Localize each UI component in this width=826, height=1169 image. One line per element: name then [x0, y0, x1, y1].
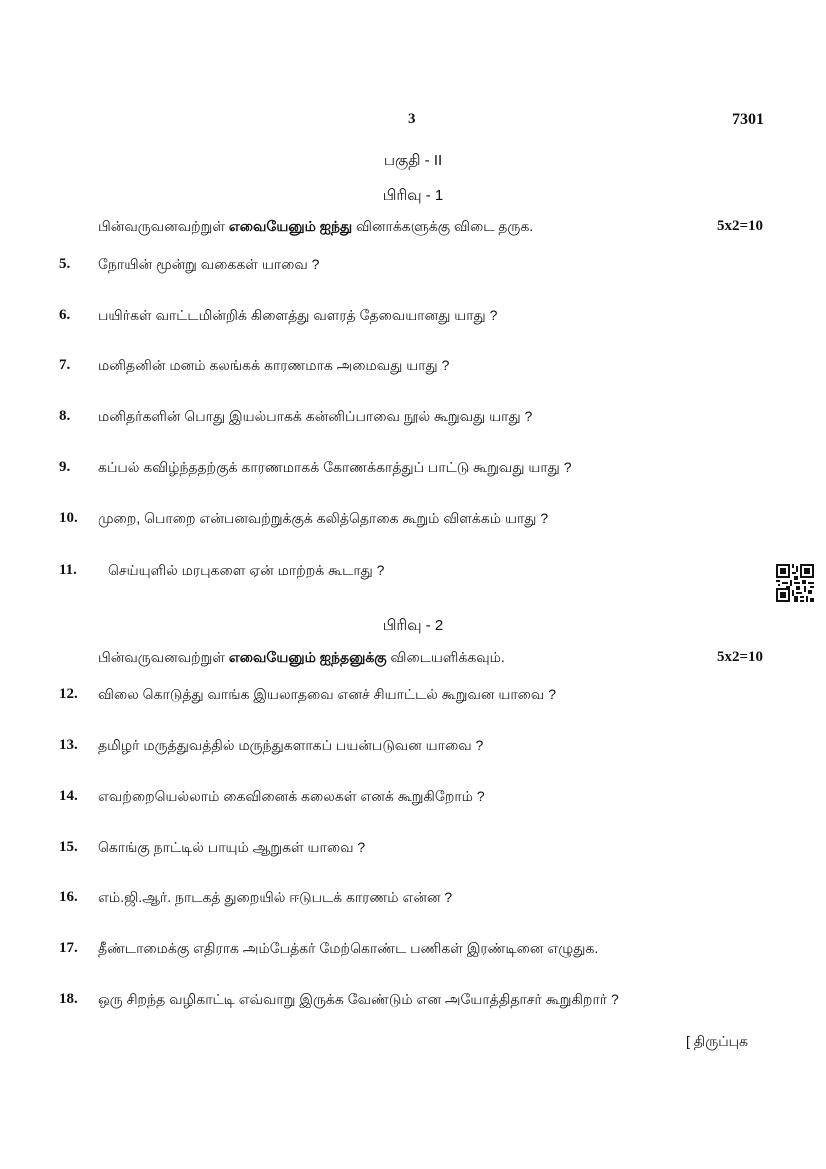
question-text: பயிர்கள் வாட்டமின்றிக் கிளைத்து வளரத் தேவையானது யாது ?	[98, 307, 498, 323]
question-text: விலை கொடுத்து வாங்க இயலாதவை எனச் சியாட்டல் கூறுவன யாவை ?	[98, 686, 557, 702]
question-text: எம்.ஜி.ஆர். நாடகத் துறையில் ஈடுபடக் காரணம் என்ன ?	[98, 889, 453, 905]
question-text: எவற்றையெல்லாம் கைவினைக் கலைகள் எனக் கூறுகிறோம் ?	[98, 788, 485, 804]
question-number: 5.	[59, 256, 71, 272]
instruction-text: வினாக்களுக்கு விடை தருக.	[352, 218, 534, 234]
page-number: 3	[408, 111, 416, 127]
question-number: 8.	[59, 408, 71, 424]
question-number: 12.	[59, 686, 78, 702]
question-text: முறை, பொறை என்பனவற்றுக்குக் கலித்தொகை கூறும் விளக்கம் யாது ?	[98, 510, 549, 526]
question-number: 14.	[59, 788, 78, 804]
question-text: தீண்டாமைக்கு எதிராக அம்பேத்கர் மேற்கொண்ட பணிகள் இரண்டினை எழுதுக.	[98, 940, 599, 956]
question-text: கப்பல் கவிழ்ந்ததற்குக் காரணமாகக் கோணக்காத்துப் பாட்டு கூறுவது யாது ?	[98, 459, 572, 475]
question-number: 10.	[59, 510, 78, 526]
instruction-emphasis: எவையேனும் ஐந்தனுக்கு	[228, 649, 387, 665]
instruction-emphasis: எவையேனும் ஐந்து	[228, 218, 353, 234]
instruction-text: விடையளிக்கவும்.	[386, 649, 505, 665]
question-number: 11.	[59, 562, 77, 578]
part-title: பகுதி - II	[383, 152, 443, 169]
question-text: நோயின் மூன்று வகைகள் யாவை ?	[98, 256, 320, 272]
section-2-marks: 5x2=10	[717, 649, 764, 665]
question-text: மனிதனின் மனம் கலங்கக் காரணமாக அமைவது யாது ?	[98, 357, 450, 373]
instruction-text: பின்வருவனவற்றுள்	[98, 649, 229, 665]
question-text: தமிழர் மருத்துவத்தில் மருந்துகளாகப் பயன்படுவன யாவை ?	[98, 737, 484, 753]
qr-code-image	[776, 564, 814, 602]
question-text: செய்யுளில் மரபுகளை ஏன் மாற்றக் கூடாது ?	[108, 562, 385, 578]
question-number: 6.	[59, 307, 71, 323]
question-number: 13.	[59, 737, 78, 753]
instruction-text: பின்வருவனவற்றுள்	[98, 218, 229, 234]
section-2-title: பிரிவு - 2	[382, 617, 444, 634]
question-text: மனிதர்களின் பொது இயல்பாகக் கன்னிப்பாவை நூல் கூறுவது யாது ?	[98, 408, 533, 424]
paper-code: 7301	[732, 111, 764, 128]
question-number: 7.	[59, 357, 71, 373]
question-number: 15.	[59, 839, 78, 855]
question-number: 17.	[59, 940, 78, 956]
question-number: 16.	[59, 889, 78, 905]
question-text: ஒரு சிறந்த வழிகாட்டி எவ்வாறு இருக்க வேண்டும் என அயோத்திதாசர் கூறுகிறார் ?	[98, 991, 619, 1007]
question-number: 9.	[59, 459, 71, 475]
turn-over-note: [ திருப்புக	[686, 1033, 749, 1049]
section-1-instruction	[98, 218, 533, 237]
question-text: கொங்கு நாட்டில் பாயும் ஆறுகள் யாவை ?	[98, 839, 366, 855]
section-1-title: பிரிவு - 1	[382, 187, 444, 204]
question-number: 18.	[59, 991, 78, 1007]
section-1-marks: 5x2=10	[717, 218, 764, 234]
section-2-instruction	[98, 649, 505, 668]
